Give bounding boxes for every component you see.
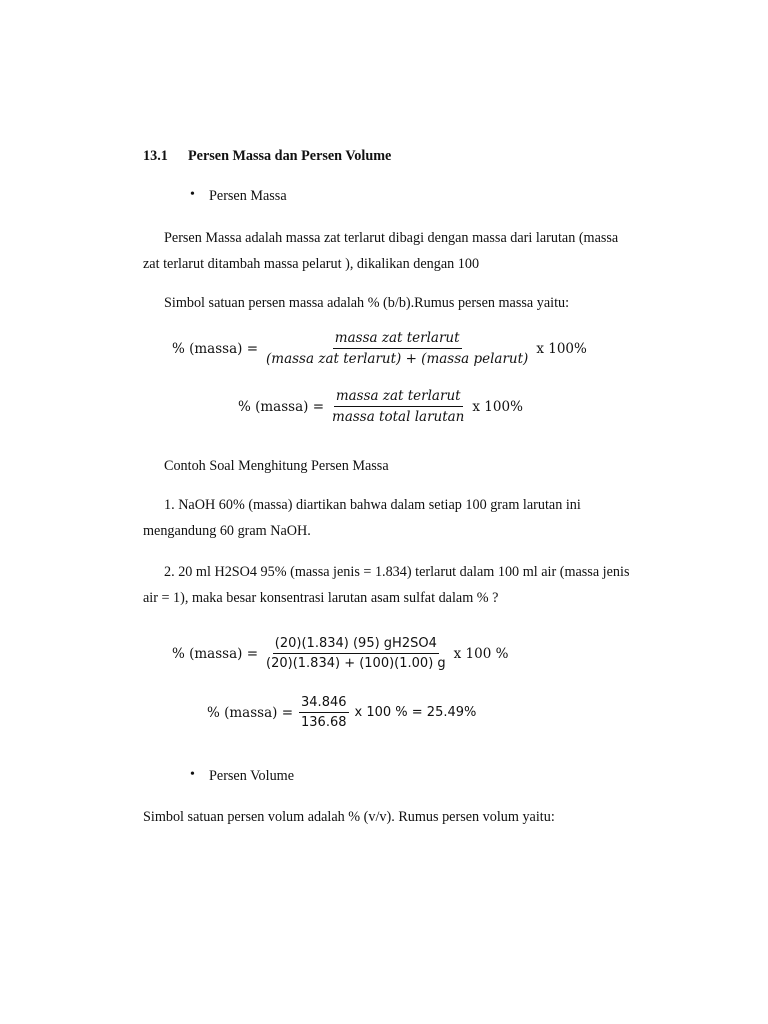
- equation-rhs: x 100 % = 25.49%: [354, 705, 477, 720]
- section-number: 13.1: [143, 148, 168, 164]
- example-1-line2: mengandung 60 gram NaOH.: [143, 523, 311, 539]
- bullet-icon: •: [190, 767, 195, 782]
- equation-numerator: massa zat terlarut: [335, 388, 461, 404]
- bullet-persen-massa: Persen Massa: [209, 188, 287, 204]
- equation-denominator: massa total larutan: [332, 409, 465, 425]
- equation-lhs: % (massa) =: [207, 704, 294, 721]
- equation-persen-massa-1: [172, 330, 587, 367]
- equation-persen-massa-2: [238, 388, 523, 425]
- paragraph-contoh-soal: Contoh Soal Menghitung Persen Massa: [164, 458, 389, 474]
- equation-rhs: x 100%: [536, 340, 587, 357]
- equation-example-calc-2: [207, 695, 476, 730]
- equation-denominator: (20)(1.834) + (100)(1.00) g: [266, 656, 446, 671]
- equation-denominator: (massa zat terlarut) + (massa pelarut): [266, 351, 529, 367]
- paragraph-definition-line1: Persen Massa adalah massa zat terlarut dibagi dengan massa dari larutan (massa: [164, 230, 619, 246]
- example-2-line2: air = 1), maka besar konsentrasi larutan asam sulfat dalam % ?: [143, 590, 499, 606]
- bullet-persen-volume: Persen Volume: [209, 768, 294, 784]
- example-1-line1: 1. NaOH 60% (massa) diartikan bahwa dalam setiap 100 gram larutan ini: [164, 497, 581, 513]
- equation-numerator: massa zat terlarut: [334, 330, 460, 346]
- paragraph-definition-line2: zat terlarut ditambah massa pelarut ), dikalikan dengan 100: [143, 256, 480, 272]
- equation-lhs: % (massa) =: [238, 398, 325, 415]
- equation-fraction: [264, 330, 530, 367]
- equation-lhs: % (massa) =: [172, 645, 259, 662]
- equation-rhs: x 100%: [472, 398, 523, 415]
- section-title: Persen Massa dan Persen Volume: [188, 148, 392, 164]
- example-2-line1: 2. 20 ml H2SO4 95% (massa jenis = 1.834) terlarut dalam 100 ml air (massa jenis: [164, 564, 630, 580]
- equation-example-calc-1: [172, 636, 508, 671]
- equation-denominator: 136.68: [301, 715, 347, 730]
- equation-numerator: (20)(1.834) (95) gH2SO4: [273, 636, 439, 654]
- equation-numerator: 34.846: [299, 695, 349, 713]
- equation-fraction: [264, 636, 448, 671]
- equation-fraction: [299, 695, 349, 730]
- equation-rhs: x 100 %: [453, 645, 509, 662]
- equation-fraction: [330, 388, 466, 425]
- paragraph-symbol-massa: Simbol satuan persen massa adalah % (b/b).Rumus persen massa yaitu:: [164, 295, 570, 311]
- paragraph-symbol-volume: Simbol satuan persen volum adalah % (v/v). Rumus persen volum yaitu:: [143, 809, 555, 825]
- equation-lhs: % (massa) =: [172, 340, 259, 357]
- bullet-icon: •: [190, 187, 195, 202]
